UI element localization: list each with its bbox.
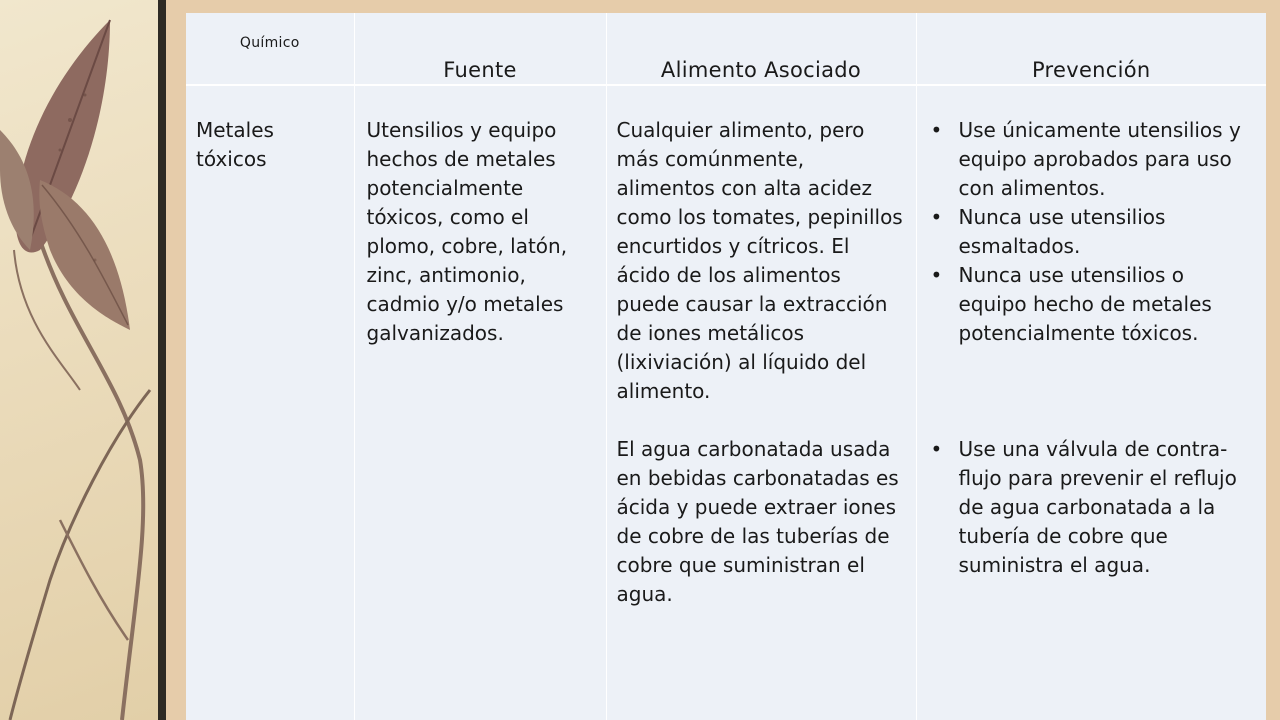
prevention-item-text: Use una válvula de contra-flujo para prevenir el reflujo de agua carbonatada a la tubería de cobre que suministra el agua.: [958, 437, 1237, 577]
food-paragraph-2: El agua carbonatada usada en bebidas carbonatadas es ácida y puede extraer iones de cobre de las tuberías de cobre que suministran el agua.: [616, 437, 899, 606]
toxic-metals-table: [186, 13, 1266, 720]
cell-prevention: [916, 85, 1266, 720]
cell-chemical: Metales tóxicos: [186, 85, 354, 720]
cell-source: Utensilios y equipo hechos de metales potencialmente tóxicos, como el plomo, cobre, latón, zinc, antimonio, cadmio y/o metales galvanizados.: [354, 85, 606, 720]
header-associated-food: Alimento Asociado: [606, 13, 916, 85]
bullet-icon: •: [930, 118, 943, 142]
bullet-icon: •: [930, 263, 943, 287]
prevention-item-text: Nunca use utensilios esmaltados.: [958, 205, 1166, 258]
prevention-item: [925, 435, 1259, 580]
bullet-icon: •: [930, 437, 943, 461]
prevention-item: [925, 203, 1259, 261]
header-prevention: Prevención: [916, 13, 1266, 85]
food-paragraph-1: Cualquier alimento, pero más comúnmente, alimentos con alta acidez como los tomates, pepinillos encurtidos y cítricos. El ácido de los alimentos puede causar la extracción de iones metálicos (lixiviación) al líquido del alimento.: [616, 118, 903, 403]
cell-associated-food: [606, 85, 916, 720]
prevention-item-text: Use únicamente utensilios y equipo aprobados para uso con alimentos.: [958, 118, 1241, 200]
prevention-item-text: Nunca use utensilios o equipo hecho de metales potencialmente tóxicos.: [958, 263, 1212, 345]
prevention-item: [925, 116, 1259, 203]
vertical-divider-light: [166, 0, 186, 720]
header-source: Fuente: [354, 13, 606, 85]
info-table-panel: [186, 13, 1266, 720]
prevention-list: [925, 116, 1259, 580]
table-header-row: [186, 13, 1266, 85]
vertical-divider-dark: [158, 0, 166, 720]
table-row: [186, 85, 1266, 720]
header-chemical: Químico: [186, 13, 354, 85]
dried-leaf-branch-icon: [0, 0, 158, 720]
bullet-icon: •: [930, 205, 943, 229]
decorative-side-panel: [0, 0, 158, 720]
prevention-item: [925, 261, 1259, 348]
